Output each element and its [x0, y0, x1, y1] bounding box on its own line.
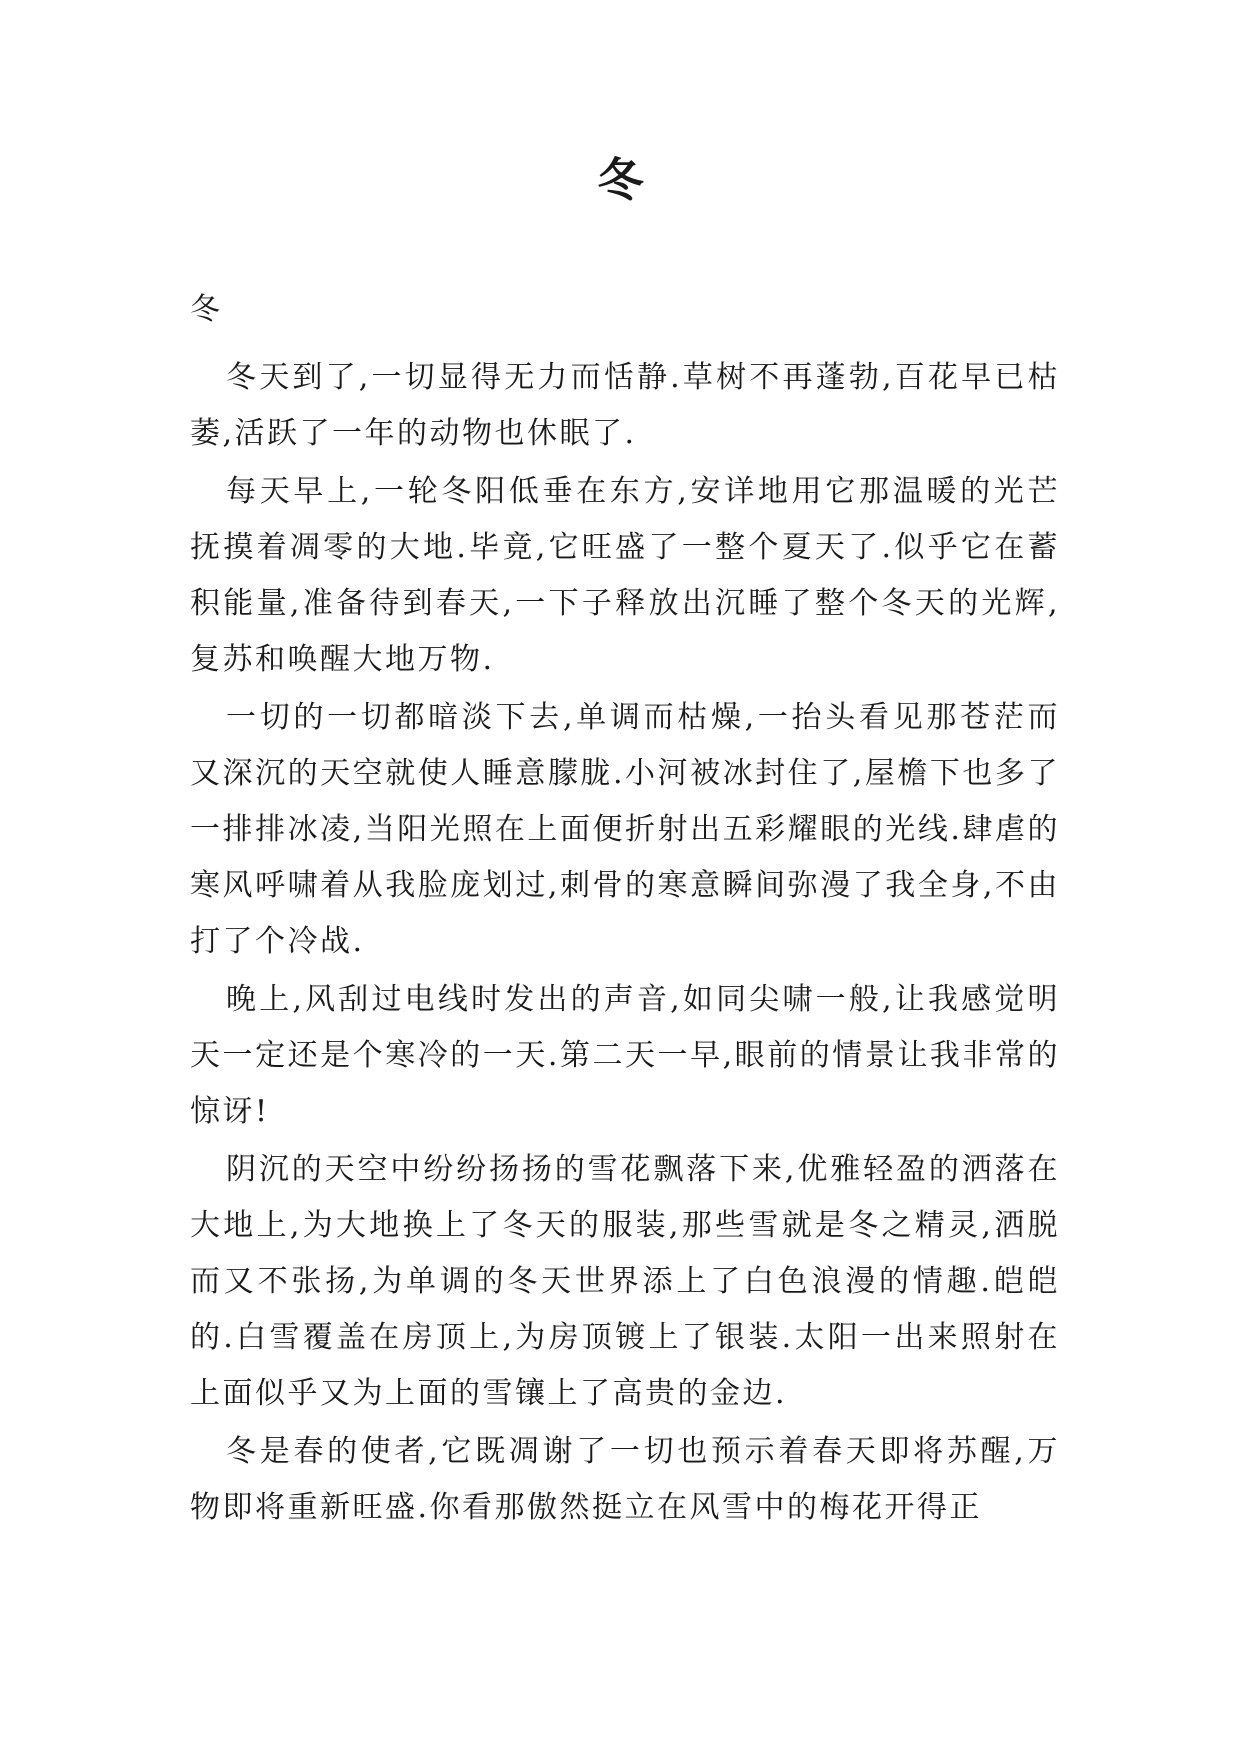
document-subtitle: 冬: [190, 292, 220, 327]
paragraph: 阴沉的天空中纷纷扬扬的雪花飘落下来,优雅轻盈的洒落在大地上,为大地换上了冬天的服装,那些雪就是冬之精灵,洒脱而又不张扬,为单调的冬天世界添上了白色浪漫的情趣.皑皑的.白雪覆盖在房顶上,为房顶镀上了银装.太阳一出来照射在上面似乎又为上面的雪镶上了高贵的金边.: [190, 1152, 1060, 1411]
paragraph: 一切的一切都暗淡下去,单调而枯燥,一抬头看见那苍茫而又深沉的天空就使人睡意朦胧.小河被冰封住了,屋檐下也多了一排排冰凌,当阳光照在上面便折射出五彩耀眼的光线.肆虐的寒风呼啸着从我脸庞划过,刺骨的寒意瞬间弥漫了我全身,不由打了个冷战.: [190, 700, 1060, 959]
paragraph: 晚上,风刮过电线时发出的声音,如同尖啸一般,让我感觉明天一定还是个寒冷的一天.第二天一早,眼前的情景让我非常的惊讶!: [190, 982, 1060, 1129]
document-body: [190, 350, 1060, 1538]
paragraph: 冬天到了,一切显得无力而恬静.草树不再蓬勃,百花早已枯萎,活跃了一年的动物也休眠了.: [190, 360, 1060, 451]
paragraph: 冬是春的使者,它既凋谢了一切也预示着春天即将苏醒,万物即将重新旺盛.你看那傲然挺立在风雪中的梅花开得正: [190, 1434, 1060, 1525]
paragraph: 每天早上,一轮冬阳低垂在东方,安详地用它那温暖的光芒抚摸着凋零的大地.毕竟,它旺盛了一整个夏天了.似乎它在蓄积能量,准备待到春天,一下子释放出沉睡了整个冬天的光辉,复苏和唤醒大地万物.: [190, 474, 1060, 677]
document-title: 冬: [597, 153, 644, 207]
